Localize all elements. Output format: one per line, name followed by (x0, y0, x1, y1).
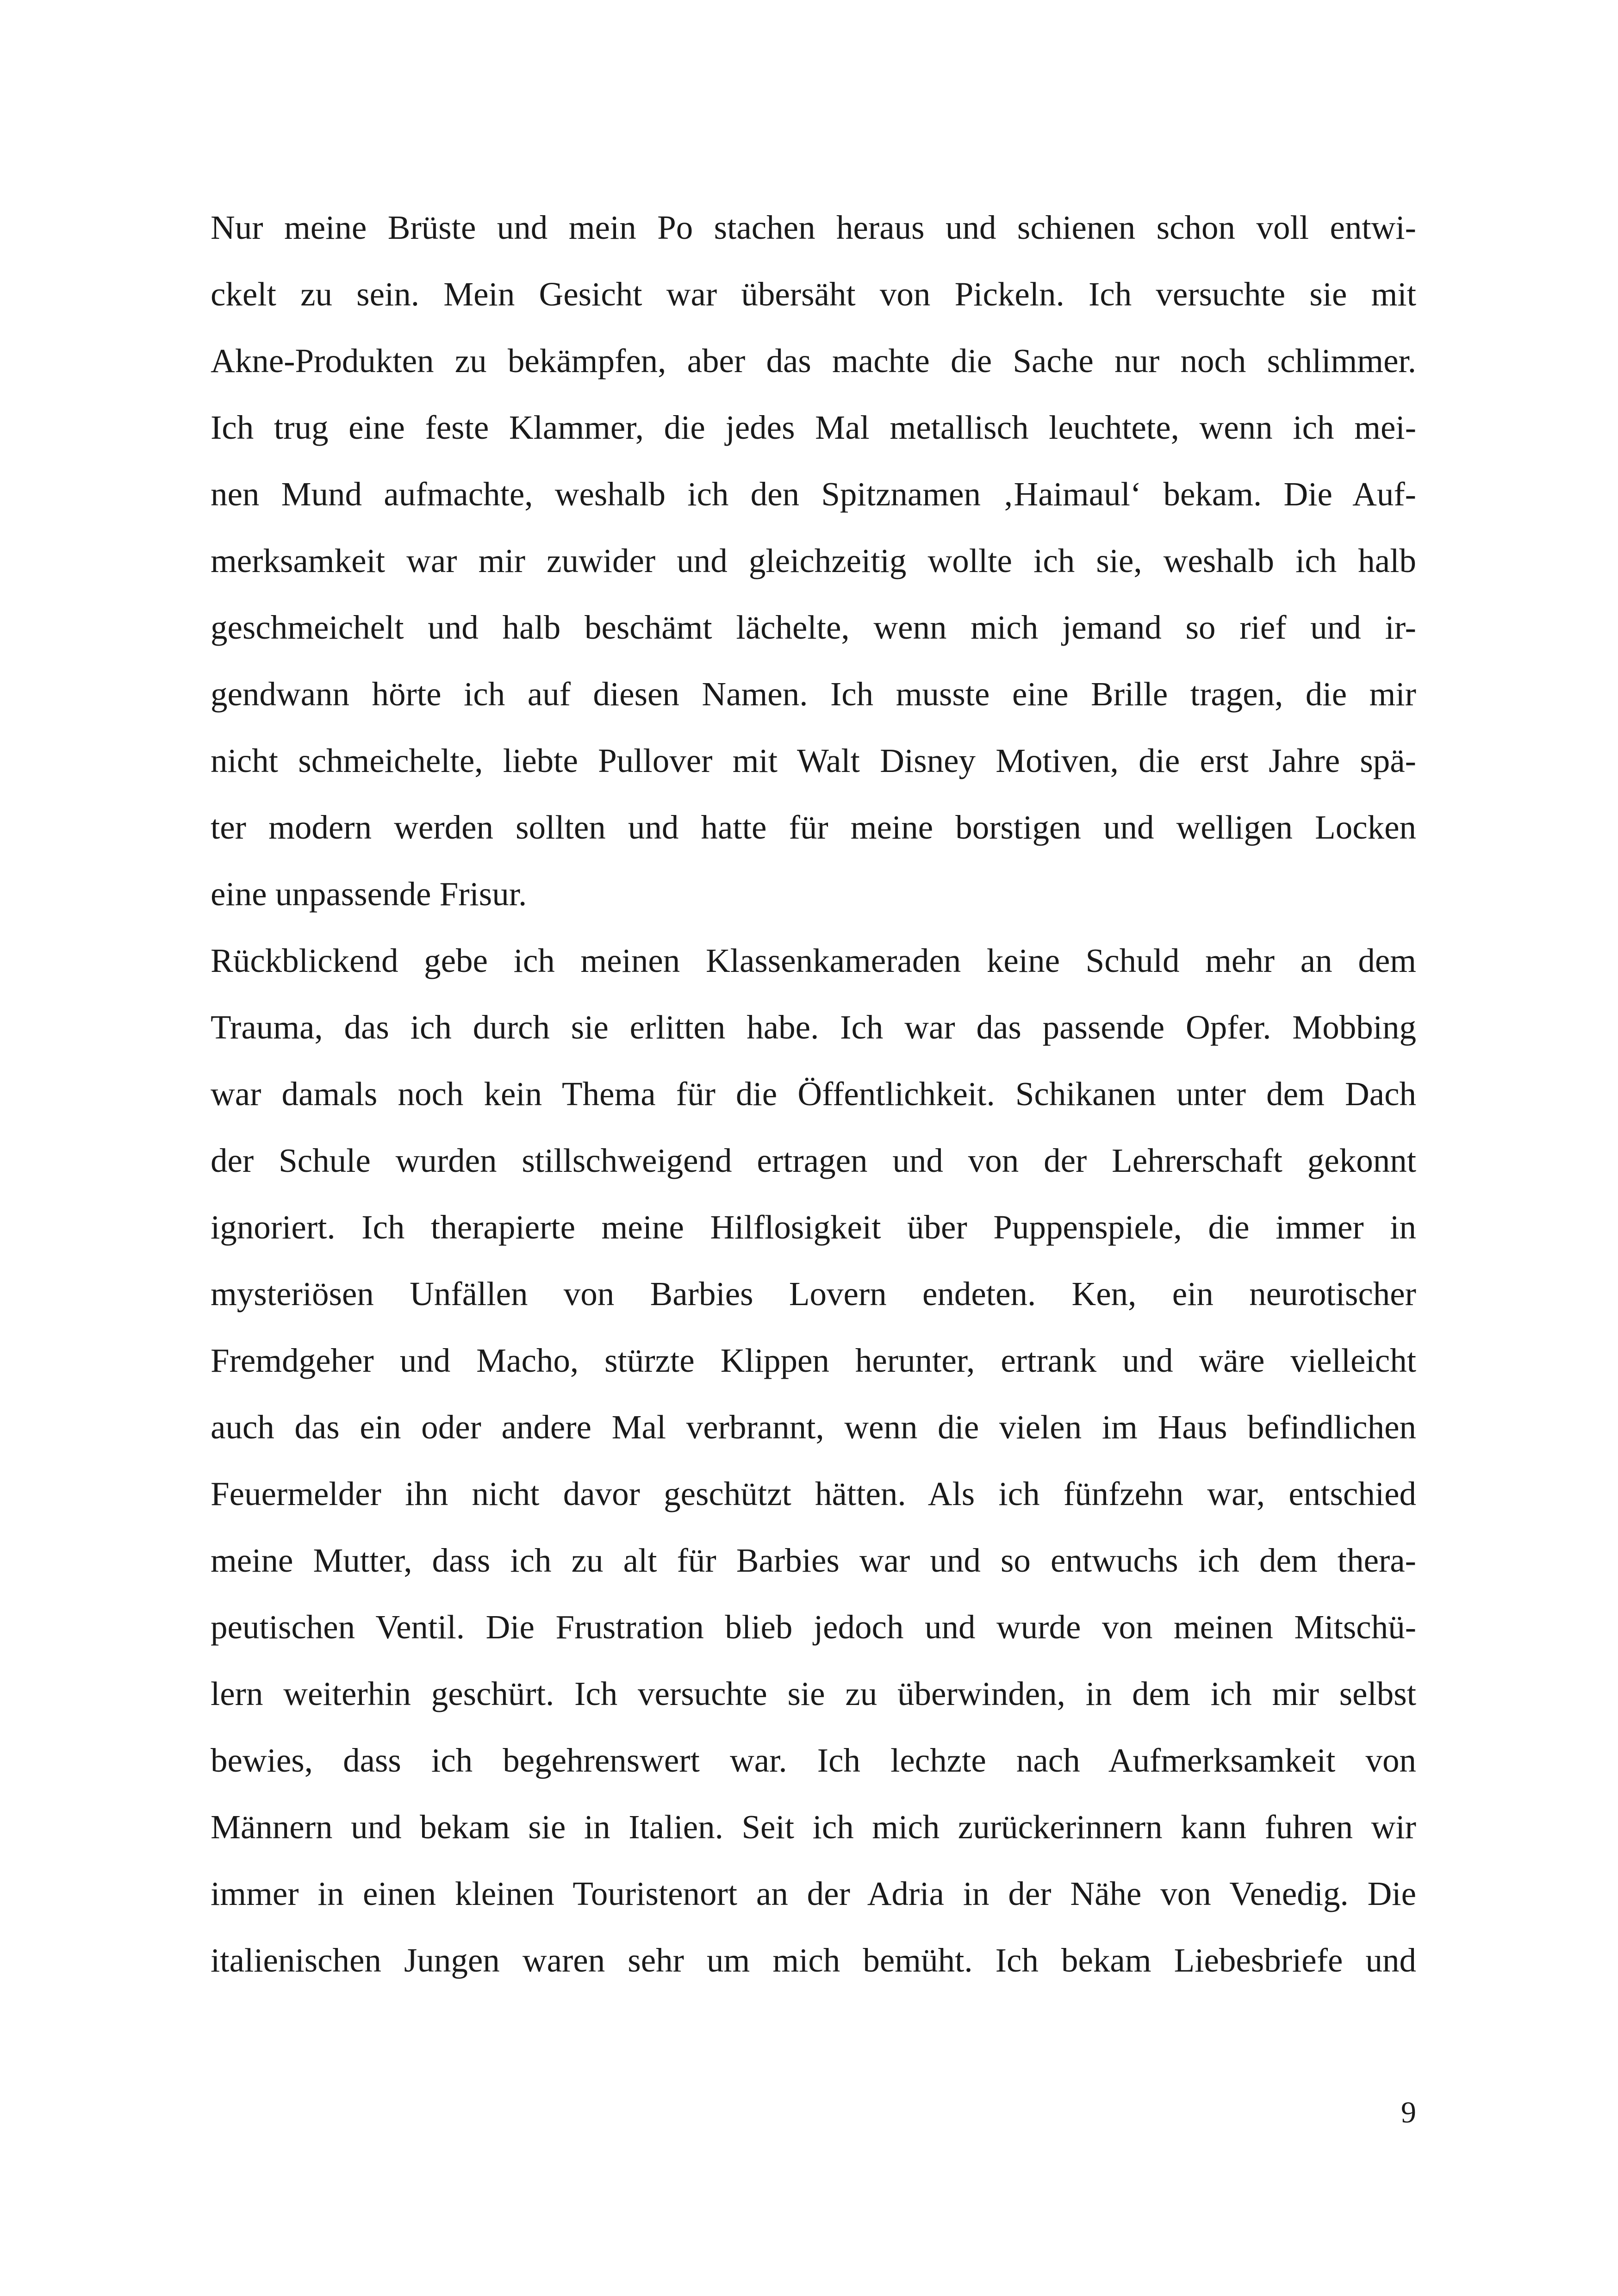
text-line: Männern und bekam sie in Italien. Seit ich mich zurückerinnern kann fuhren wir (211, 1808, 1416, 1846)
text-line: italienischen Jungen waren sehr um mich bemüht. Ich bekam Liebesbriefe und (211, 1941, 1416, 1979)
text-line: mysteriösen Unfällen von Barbies Lovern endeten. Ken, ein neurotischer (211, 1275, 1416, 1313)
text-line: auch das ein oder andere Mal verbrannt, wenn die vielen im Haus befindlichen (211, 1408, 1416, 1446)
text-line: bewies, dass ich begehrenswert war. Ich lechzte nach Aufmerksamkeit von (211, 1742, 1416, 1779)
text-line: ter modern werden sollten und hatte für meine borstigen und welligen Locken (211, 809, 1416, 846)
body-text (211, 194, 1416, 1994)
text-line: Ich trug eine feste Klammer, die jedes Mal metallisch leuchtete, wenn ich mei- (211, 409, 1416, 446)
text-line: ckelt zu sein. Mein Gesicht war übersäht von Pickeln. Ich versuchte sie mit (211, 275, 1416, 313)
text-line: gendwann hörte ich auf diesen Namen. Ich musste eine Brille tragen, die mir (211, 675, 1416, 713)
text-line: eine unpassende Frisur. (211, 875, 527, 913)
text-line: ignoriert. Ich therapierte meine Hilflosigkeit über Puppenspiele, die immer in (211, 1208, 1416, 1246)
text-line: merksamkeit war mir zuwider und gleichzeitig wollte ich sie, weshalb ich halb (211, 542, 1416, 579)
text-line: geschmeichelt und halb beschämt lächelte, wenn mich jemand so rief und ir- (211, 609, 1416, 646)
text-line: meine Mutter, dass ich zu alt für Barbies war und so entwuchs ich dem thera- (211, 1542, 1416, 1579)
text-line: Fremdgeher und Macho, stürzte Klippen herunter, ertrank und wäre vielleicht (211, 1342, 1416, 1379)
text-line: nicht schmeichelte, liebte Pullover mit Walt Disney Motiven, die erst Jahre spä- (211, 742, 1416, 779)
text-line: peutischen Ventil. Die Frustration blieb jedoch und wurde von meinen Mitschü- (211, 1608, 1416, 1646)
text-line: immer in einen kleinen Touristenort an der Adria in der Nähe von Venedig. Die (211, 1875, 1416, 1912)
text-line: der Schule wurden stillschweigend ertragen und von der Lehrerschaft gekonnt (211, 1142, 1416, 1179)
text-line: lern weiterhin geschürt. Ich versuchte sie zu überwinden, in dem ich mir selbst (211, 1675, 1416, 1712)
text-line: nen Mund aufmachte, weshalb ich den Spitznamen ‚Haimaul‘ bekam. Die Auf- (211, 475, 1416, 513)
text-line: Trauma, das ich durch sie erlitten habe. Ich war das passende Opfer. Mobbing (211, 1008, 1416, 1046)
text-line: Akne-Produkten zu bekämpfen, aber das machte die Sache nur noch schlimmer. (211, 342, 1416, 380)
text-line: Nur meine Brüste und mein Po stachen heraus und schienen schon voll entwi- (211, 209, 1416, 246)
page-number: 9 (1401, 2096, 1416, 2129)
text-line: Rückblickend gebe ich meinen Klassenkameraden keine Schuld mehr an dem (211, 942, 1416, 979)
text-line: Feuermelder ihn nicht davor geschützt hätten. Als ich fünfzehn war, entschied (211, 1475, 1416, 1512)
text-line: war damals noch kein Thema für die Öffentlichkeit. Schikanen unter dem Dach (211, 1075, 1416, 1113)
